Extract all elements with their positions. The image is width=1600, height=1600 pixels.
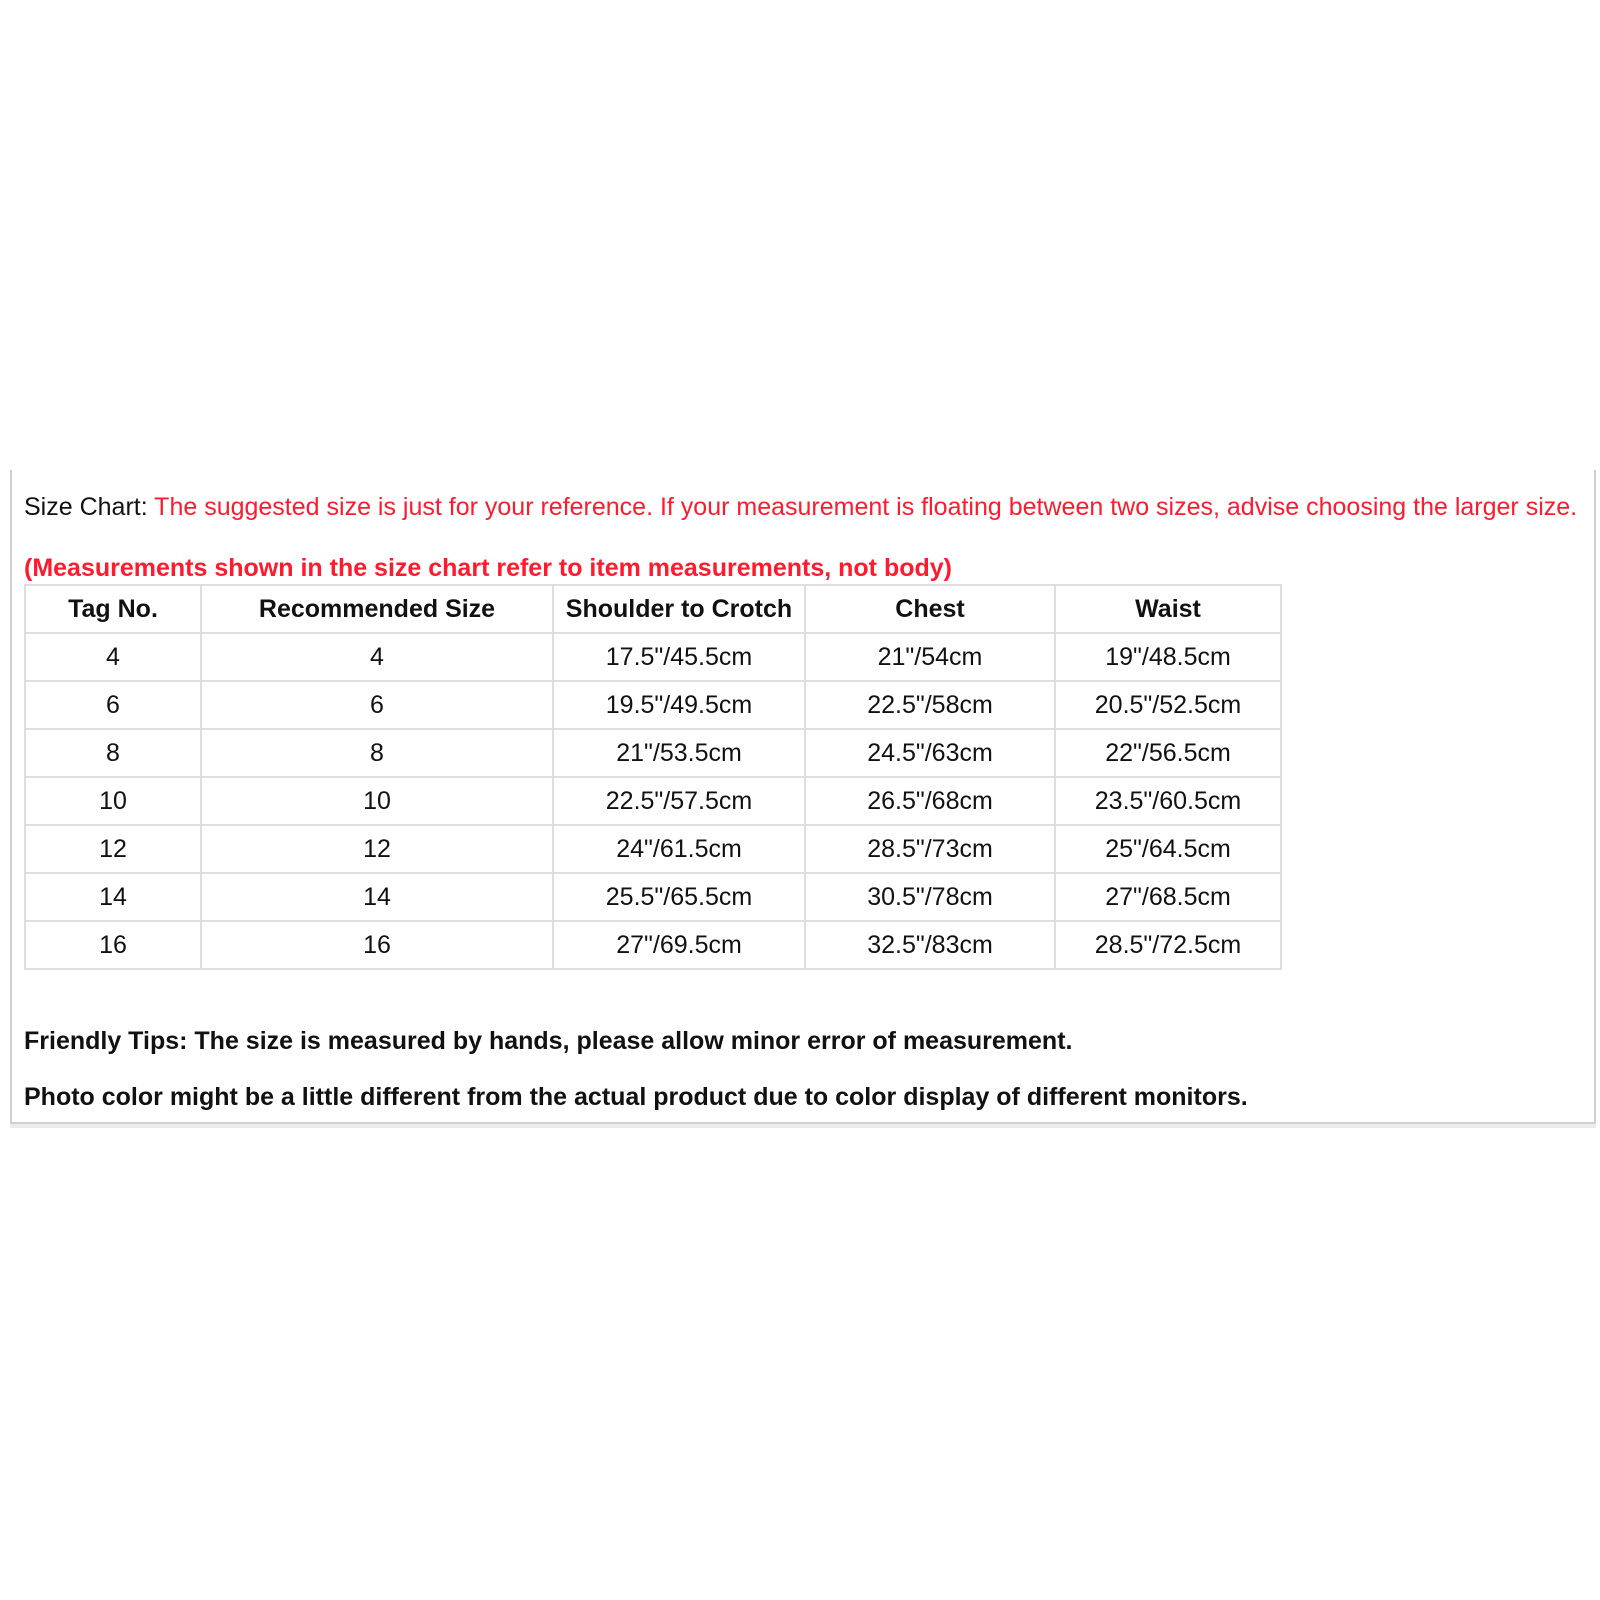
table-row [25,633,1281,681]
measurement-notice: (Measurements shown in the size chart refer to item measurements, not body) [24,554,952,582]
cell-tag-no: 10 [25,777,201,825]
cell-shoulder-to-crotch: 22.5"/57.5cm [553,777,805,825]
cell-chest: 26.5"/68cm [805,777,1055,825]
cell-shoulder-to-crotch: 27"/69.5cm [553,921,805,969]
cell-waist: 19"/48.5cm [1055,633,1281,681]
size-table [24,584,1282,970]
table-row [25,873,1281,921]
cell-recommended-size: 14 [201,873,553,921]
cell-chest: 22.5"/58cm [805,681,1055,729]
cell-waist: 20.5"/52.5cm [1055,681,1281,729]
cell-chest: 30.5"/78cm [805,873,1055,921]
cell-shoulder-to-crotch: 19.5"/49.5cm [553,681,805,729]
cell-chest: 24.5"/63cm [805,729,1055,777]
cell-shoulder-to-crotch: 17.5"/45.5cm [553,633,805,681]
header-shoulder-to-crotch: Shoulder to Crotch [553,585,805,633]
table-header-row [25,585,1281,633]
header-recommended-size: Recommended Size [201,585,553,633]
cell-chest: 21"/54cm [805,633,1055,681]
cell-recommended-size: 12 [201,825,553,873]
size-chart-label: Size Chart [24,493,141,521]
cell-tag-no: 12 [25,825,201,873]
friendly-tip: Friendly Tips: The size is measured by hands, please allow minor error of measurement. [24,1027,1073,1055]
cell-shoulder-to-crotch: 21"/53.5cm [553,729,805,777]
cell-waist: 28.5"/72.5cm [1055,921,1281,969]
cell-shoulder-to-crotch: 25.5"/65.5cm [553,873,805,921]
photo-color-tip: Photo color might be a little different from the actual product due to color display of different monitors. [24,1083,1248,1111]
cell-recommended-size: 8 [201,729,553,777]
cell-recommended-size: 10 [201,777,553,825]
table-row [25,729,1281,777]
header-waist: Waist [1055,585,1281,633]
cell-tag-no: 6 [25,681,201,729]
cell-tag-no: 14 [25,873,201,921]
size-advice-text: The suggested size is just for your reference. If your measurement is floating between two sizes, advise choosing the larger size. [154,493,1578,521]
intro-separator: : [140,493,155,521]
cell-tag-no: 16 [25,921,201,969]
cell-recommended-size: 16 [201,921,553,969]
cell-waist: 22"/56.5cm [1055,729,1281,777]
table-row [25,681,1281,729]
cell-recommended-size: 4 [201,633,553,681]
table-row [25,825,1281,873]
table-row [25,921,1281,969]
cell-chest: 32.5"/83cm [805,921,1055,969]
cell-tag-no: 4 [25,633,201,681]
size-chart-intro [24,492,1590,523]
cell-waist: 27"/68.5cm [1055,873,1281,921]
cell-recommended-size: 6 [201,681,553,729]
header-tag-no: Tag No. [25,585,201,633]
cell-waist: 23.5"/60.5cm [1055,777,1281,825]
cell-shoulder-to-crotch: 24"/61.5cm [553,825,805,873]
cell-tag-no: 8 [25,729,201,777]
header-chest: Chest [805,585,1055,633]
cell-waist: 25"/64.5cm [1055,825,1281,873]
cell-chest: 28.5"/73cm [805,825,1055,873]
table-row [25,777,1281,825]
